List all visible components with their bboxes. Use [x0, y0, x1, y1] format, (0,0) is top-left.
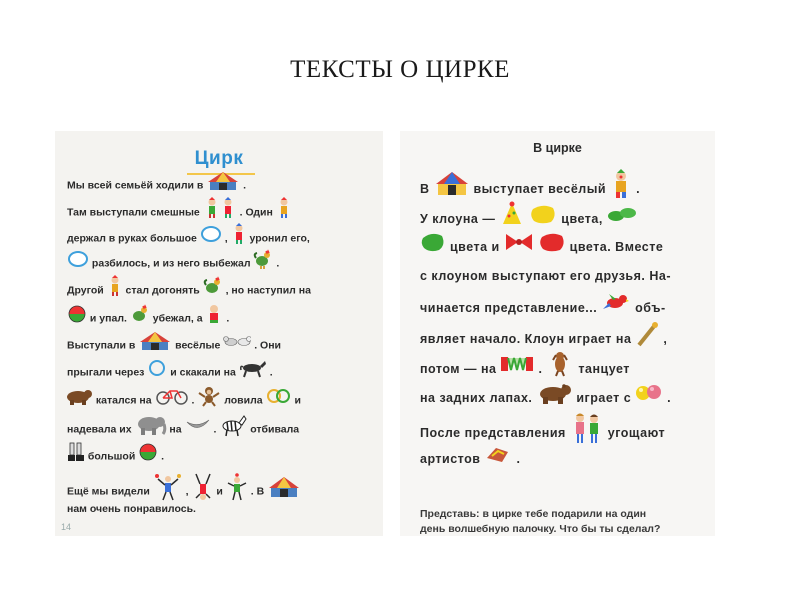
- red-blob-icon: [538, 231, 566, 264]
- rooster-icon: [203, 276, 223, 305]
- right-line-7: потом — на . танцует: [420, 351, 630, 381]
- green-blob-icon: [420, 231, 446, 264]
- banana-icon: [185, 416, 211, 443]
- rings-icon: [266, 387, 292, 414]
- left-line-1: Мы всей семьёй ходили в .: [67, 171, 246, 195]
- left-line-11: большой .: [67, 441, 164, 465]
- right-line-2: У клоуна — цвета,: [420, 201, 637, 231]
- circus-tent-icon: [206, 171, 240, 200]
- left-line-12: Ещё мы видели , и . В: [67, 472, 301, 496]
- task-text: Представь: в цирке тебе подарили на один день волшебную палочку. Что бы ты сделал?: [420, 508, 661, 535]
- left-line-3: держал в руках большое , уронил его,: [67, 223, 310, 247]
- horse-icon: [239, 358, 267, 387]
- page-number: 14: [61, 522, 72, 532]
- left-line-4: разбилось, и из него выбежал .: [67, 249, 279, 273]
- right-line-8: на задних лапах. играет с .: [420, 381, 671, 411]
- right-line-9: После представления угощают: [420, 411, 665, 441]
- right-line-6: являет начало. Клоун играет на ,: [420, 321, 667, 351]
- left-line-8: прыгали через и скакали на .: [67, 358, 273, 382]
- right-page: [400, 131, 715, 536]
- children-icon: [570, 411, 604, 456]
- right-line-1: В выступает весёлый .: [420, 169, 640, 199]
- clown-icon: [107, 275, 123, 306]
- left-line-13: нам очень понравилось.: [67, 503, 196, 515]
- right-line-4: с клоуном выступают его друзья. На-: [420, 269, 672, 283]
- left-page: [55, 131, 383, 536]
- rooster-icon: [130, 304, 150, 333]
- bowtie-icon: [504, 232, 534, 263]
- dogs-icon: [223, 332, 251, 359]
- candy-icon: [484, 444, 512, 475]
- zebra-icon: [219, 413, 247, 446]
- right-line-10: артистов .: [420, 444, 520, 474]
- bicycle-icon: [155, 386, 189, 415]
- rooster-icon: [253, 249, 273, 278]
- pipe-icon: [635, 321, 659, 358]
- egg-icon: [200, 225, 222, 252]
- ball-icon: [67, 304, 87, 333]
- slide-title: ТЕКСТЫ О ЦИРКЕ: [290, 56, 510, 83]
- clown-icon: [205, 303, 223, 334]
- right-page-title: В цирке: [533, 141, 582, 155]
- monkey-icon: [197, 385, 221, 416]
- left-line-2: Там выступали смешные . Один: [67, 197, 292, 221]
- shoes-icon: [67, 441, 85, 472]
- left-line-6: и упал. убежал, а .: [67, 303, 229, 327]
- left-page-title: Цирк: [55, 148, 383, 170]
- left-line-10: надевала их на . отбивала: [67, 413, 299, 437]
- hoop-icon: [147, 358, 167, 387]
- bear-icon: [63, 386, 93, 415]
- left-line-7: Выступали в весёлые . Они: [67, 331, 281, 355]
- ball-icon: [138, 442, 158, 471]
- egg-icon: [67, 250, 89, 277]
- juggler-icon: [226, 473, 248, 510]
- right-line-3: цвета и цвета. Вместе: [420, 231, 663, 261]
- left-line-9: катался на . ловила и: [63, 385, 301, 409]
- left-line-5: Другой стал догонять , но наступил на: [67, 275, 311, 299]
- circus-tent-icon: [267, 476, 301, 507]
- right-line-5: чинается представление... объ-: [420, 291, 666, 321]
- circus-tent-icon: [138, 331, 172, 360]
